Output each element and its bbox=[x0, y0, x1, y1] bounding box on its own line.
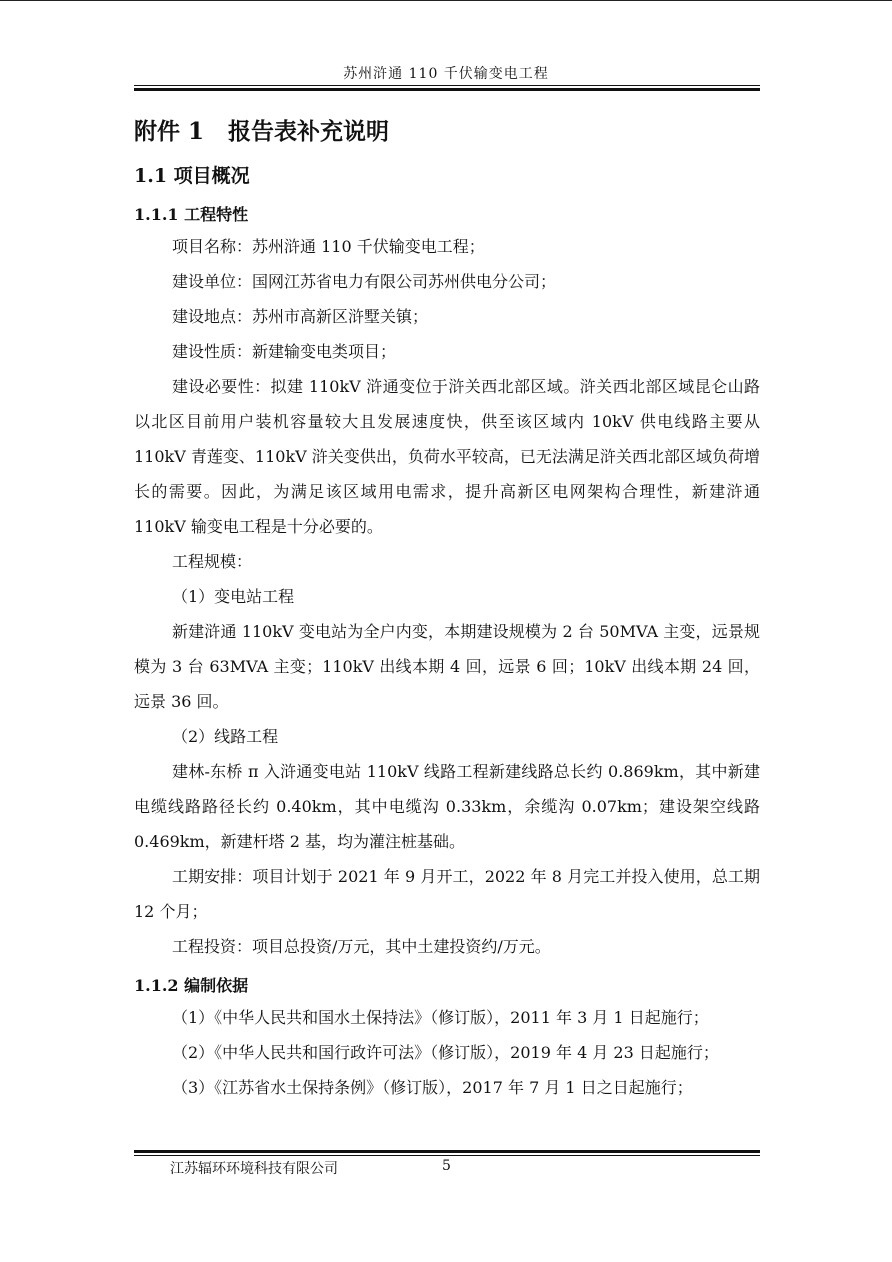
footer-company: 江苏辐环环境科技有限公司 bbox=[170, 1161, 338, 1177]
section-heading: 1.1 项目概况 bbox=[134, 165, 250, 187]
para-scale-label: 工程规模： bbox=[172, 552, 253, 571]
header-rule-thick bbox=[134, 88, 760, 91]
para-line-heading: （2）线路工程 bbox=[172, 727, 279, 746]
appendix-title bbox=[134, 113, 760, 151]
para-location: 建设地点：苏州市高新区浒墅关镇； bbox=[172, 307, 429, 326]
subsection-heading-features: 1.1.1 工程特性 bbox=[134, 205, 249, 224]
appendix-label: 附件 1 bbox=[134, 118, 205, 145]
subsection-heading-basis: 1.1.2 编制依据 bbox=[134, 976, 249, 995]
footer-rule-thick bbox=[134, 1150, 760, 1153]
page-number: 5 bbox=[442, 1158, 451, 1174]
para-investment: 工程投资：项目总投资/万元，其中土建投资约/万元。 bbox=[172, 937, 551, 956]
page-body bbox=[134, 113, 760, 1105]
header-rule-thin bbox=[134, 85, 760, 86]
para-substation-heading: （1）变电站工程 bbox=[172, 587, 295, 606]
para-basis-2: （2）《中华人民共和国行政许可法》（修订版），2019 年 4 月 23 日起施行； bbox=[172, 1043, 719, 1062]
footer-rule-thin bbox=[134, 1155, 760, 1156]
appendix-title-text: 报告表补充说明 bbox=[228, 118, 390, 145]
para-builder: 建设单位：国网江苏省电力有限公司苏州供电分公司； bbox=[172, 272, 557, 291]
para-substation-detail: 新建浒通 110kV 变电站为全户内变，本期建设规模为 2 台 50MVA 主变，远景规模为 3 台 63MVA 主变；110kV 出线本期 4 回，远景 6 回；10kV 出线本期 24 回，远景 36 回。 bbox=[134, 622, 760, 711]
para-schedule: 工期安排：项目计划于 2021 年 9 月开工，2022 年 8 月完工并投入使用，总工期 12 个月； bbox=[134, 867, 760, 921]
para-line-detail: 建林-东桥 π 入浒通变电站 110kV 线路工程新建线路总长约 0.869km，其中新建电缆线路路径长约 0.40km，其中电缆沟 0.33km，余缆沟 0.07km；建设架空线路 0.469km，新建杆塔 2 基，均为灌注桩基础。 bbox=[134, 762, 760, 851]
para-basis-1: （1）《中华人民共和国水土保持法》（修订版），2011 年 3 月 1 日起施行； bbox=[172, 1008, 709, 1027]
para-nature: 建设性质：新建输变电类项目； bbox=[172, 342, 397, 361]
running-header: 苏州浒通 110 千伏输变电工程 bbox=[343, 66, 549, 82]
para-basis-3: （3）《江苏省水土保持条例》（修订版），2017 年 7 月 1 日之日起施行； bbox=[172, 1078, 693, 1097]
para-necessity: 建设必要性：拟建 110kV 浒通变位于浒关西北部区域。浒关西北部区域昆仑山路以北区目前用户装机容量较大且发展速度快，供至该区域内 10kV 供电线路主要从 110kV 青莲变、110kV 浒关变供出，负荷水平较高，已无法满足浒关西北部区域负荷增长的需要。因此，为满足该区域用电需求，提升高新区电网架构合理性，新建浒通 110kV 输变电工程是十分必要的。 bbox=[134, 377, 760, 536]
scan-top-border bbox=[0, 0, 892, 1]
para-project-name: 项目名称：苏州浒通 110 千伏输变电工程； bbox=[172, 237, 485, 256]
